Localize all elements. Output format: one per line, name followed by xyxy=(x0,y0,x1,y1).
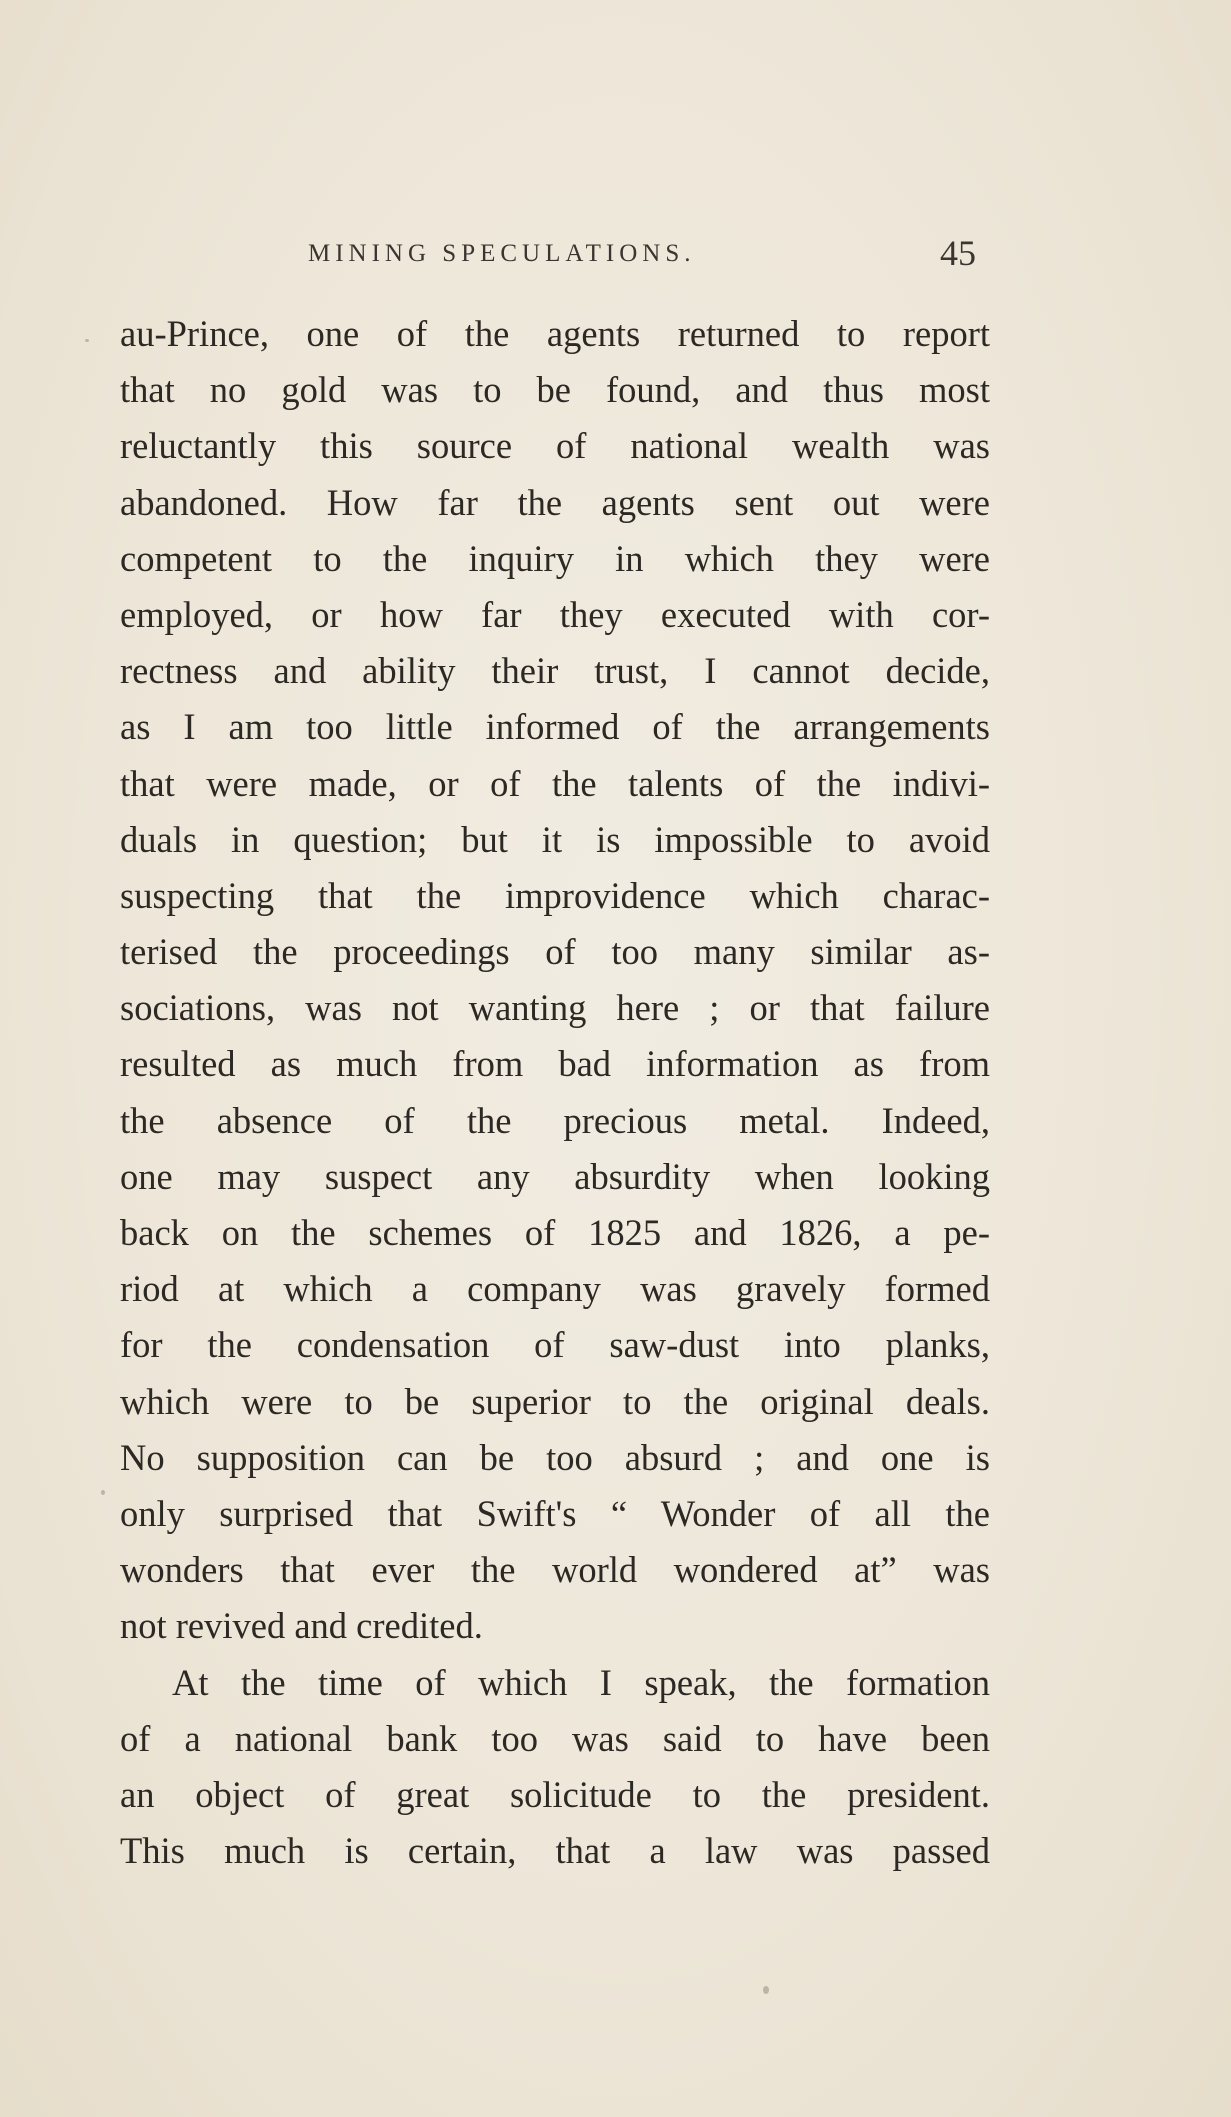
paragraph-2 xyxy=(120,1655,990,1880)
text-line: At the time of which I speak, the formation xyxy=(172,1661,990,1703)
body-text xyxy=(120,306,990,1879)
paper-speck xyxy=(763,1986,769,1994)
text-line: No supposition can be too absurd ; and one is xyxy=(120,1436,990,1478)
text-line: sociations, was not wanting here ; or that failure xyxy=(120,987,990,1029)
page-number: 45 xyxy=(940,233,976,273)
text-line: wonders that ever the world wondered at” was xyxy=(120,1549,990,1591)
text-line: that were made, or of the talents of the indivi- xyxy=(120,762,990,804)
paper-speck xyxy=(85,339,89,342)
text-line: duals in question; but it is impossible to avoid xyxy=(120,818,990,860)
paper-speck xyxy=(101,1490,105,1495)
text-line: that no gold was to be found, and thus most xyxy=(120,369,990,411)
text-line: abandoned. How far the agents sent out were xyxy=(120,481,990,523)
running-head xyxy=(0,232,1231,282)
text-line: reluctantly this source of national wealth was xyxy=(120,425,990,467)
text-line: an object of great solicitude to the president. xyxy=(120,1773,990,1815)
text-line: which were to be superior to the original deals. xyxy=(120,1380,990,1422)
running-title: MINING SPECULATIONS. xyxy=(308,240,696,267)
text-line: employed, or how far they executed with cor- xyxy=(120,593,990,635)
text-line: back on the schemes of 1825 and 1826, a pe- xyxy=(120,1212,990,1253)
text-line: the absence of the precious metal. Indeed, xyxy=(120,1099,990,1141)
text-line: resulted as much from bad information as from xyxy=(120,1043,990,1085)
paragraph-1 xyxy=(120,306,990,1655)
text-line: terised the proceedings of too many similar as- xyxy=(120,931,990,973)
text-line: au-Prince, one of the agents returned to report xyxy=(120,313,990,354)
text-line: not revived and credited. xyxy=(120,1605,483,1647)
text-line: for the condensation of saw-dust into planks, xyxy=(120,1324,990,1366)
text-line: of a national bank too was said to have been xyxy=(120,1717,990,1759)
text-line: only surprised that Swift's “ Wonder of all the xyxy=(120,1492,990,1534)
text-line: This much is certain, that a law was passed xyxy=(120,1830,990,1872)
text-line: one may suspect any absurdity when looking xyxy=(120,1155,990,1197)
text-line: competent to the inquiry in which they were xyxy=(120,537,990,579)
text-line: rectness and ability their trust, I cannot decide, xyxy=(120,650,990,692)
text-line: suspecting that the improvidence which charac- xyxy=(120,874,990,916)
text-line: as I am too little informed of the arrangements xyxy=(120,706,990,748)
text-line: riod at which a company was gravely formed xyxy=(120,1268,990,1310)
